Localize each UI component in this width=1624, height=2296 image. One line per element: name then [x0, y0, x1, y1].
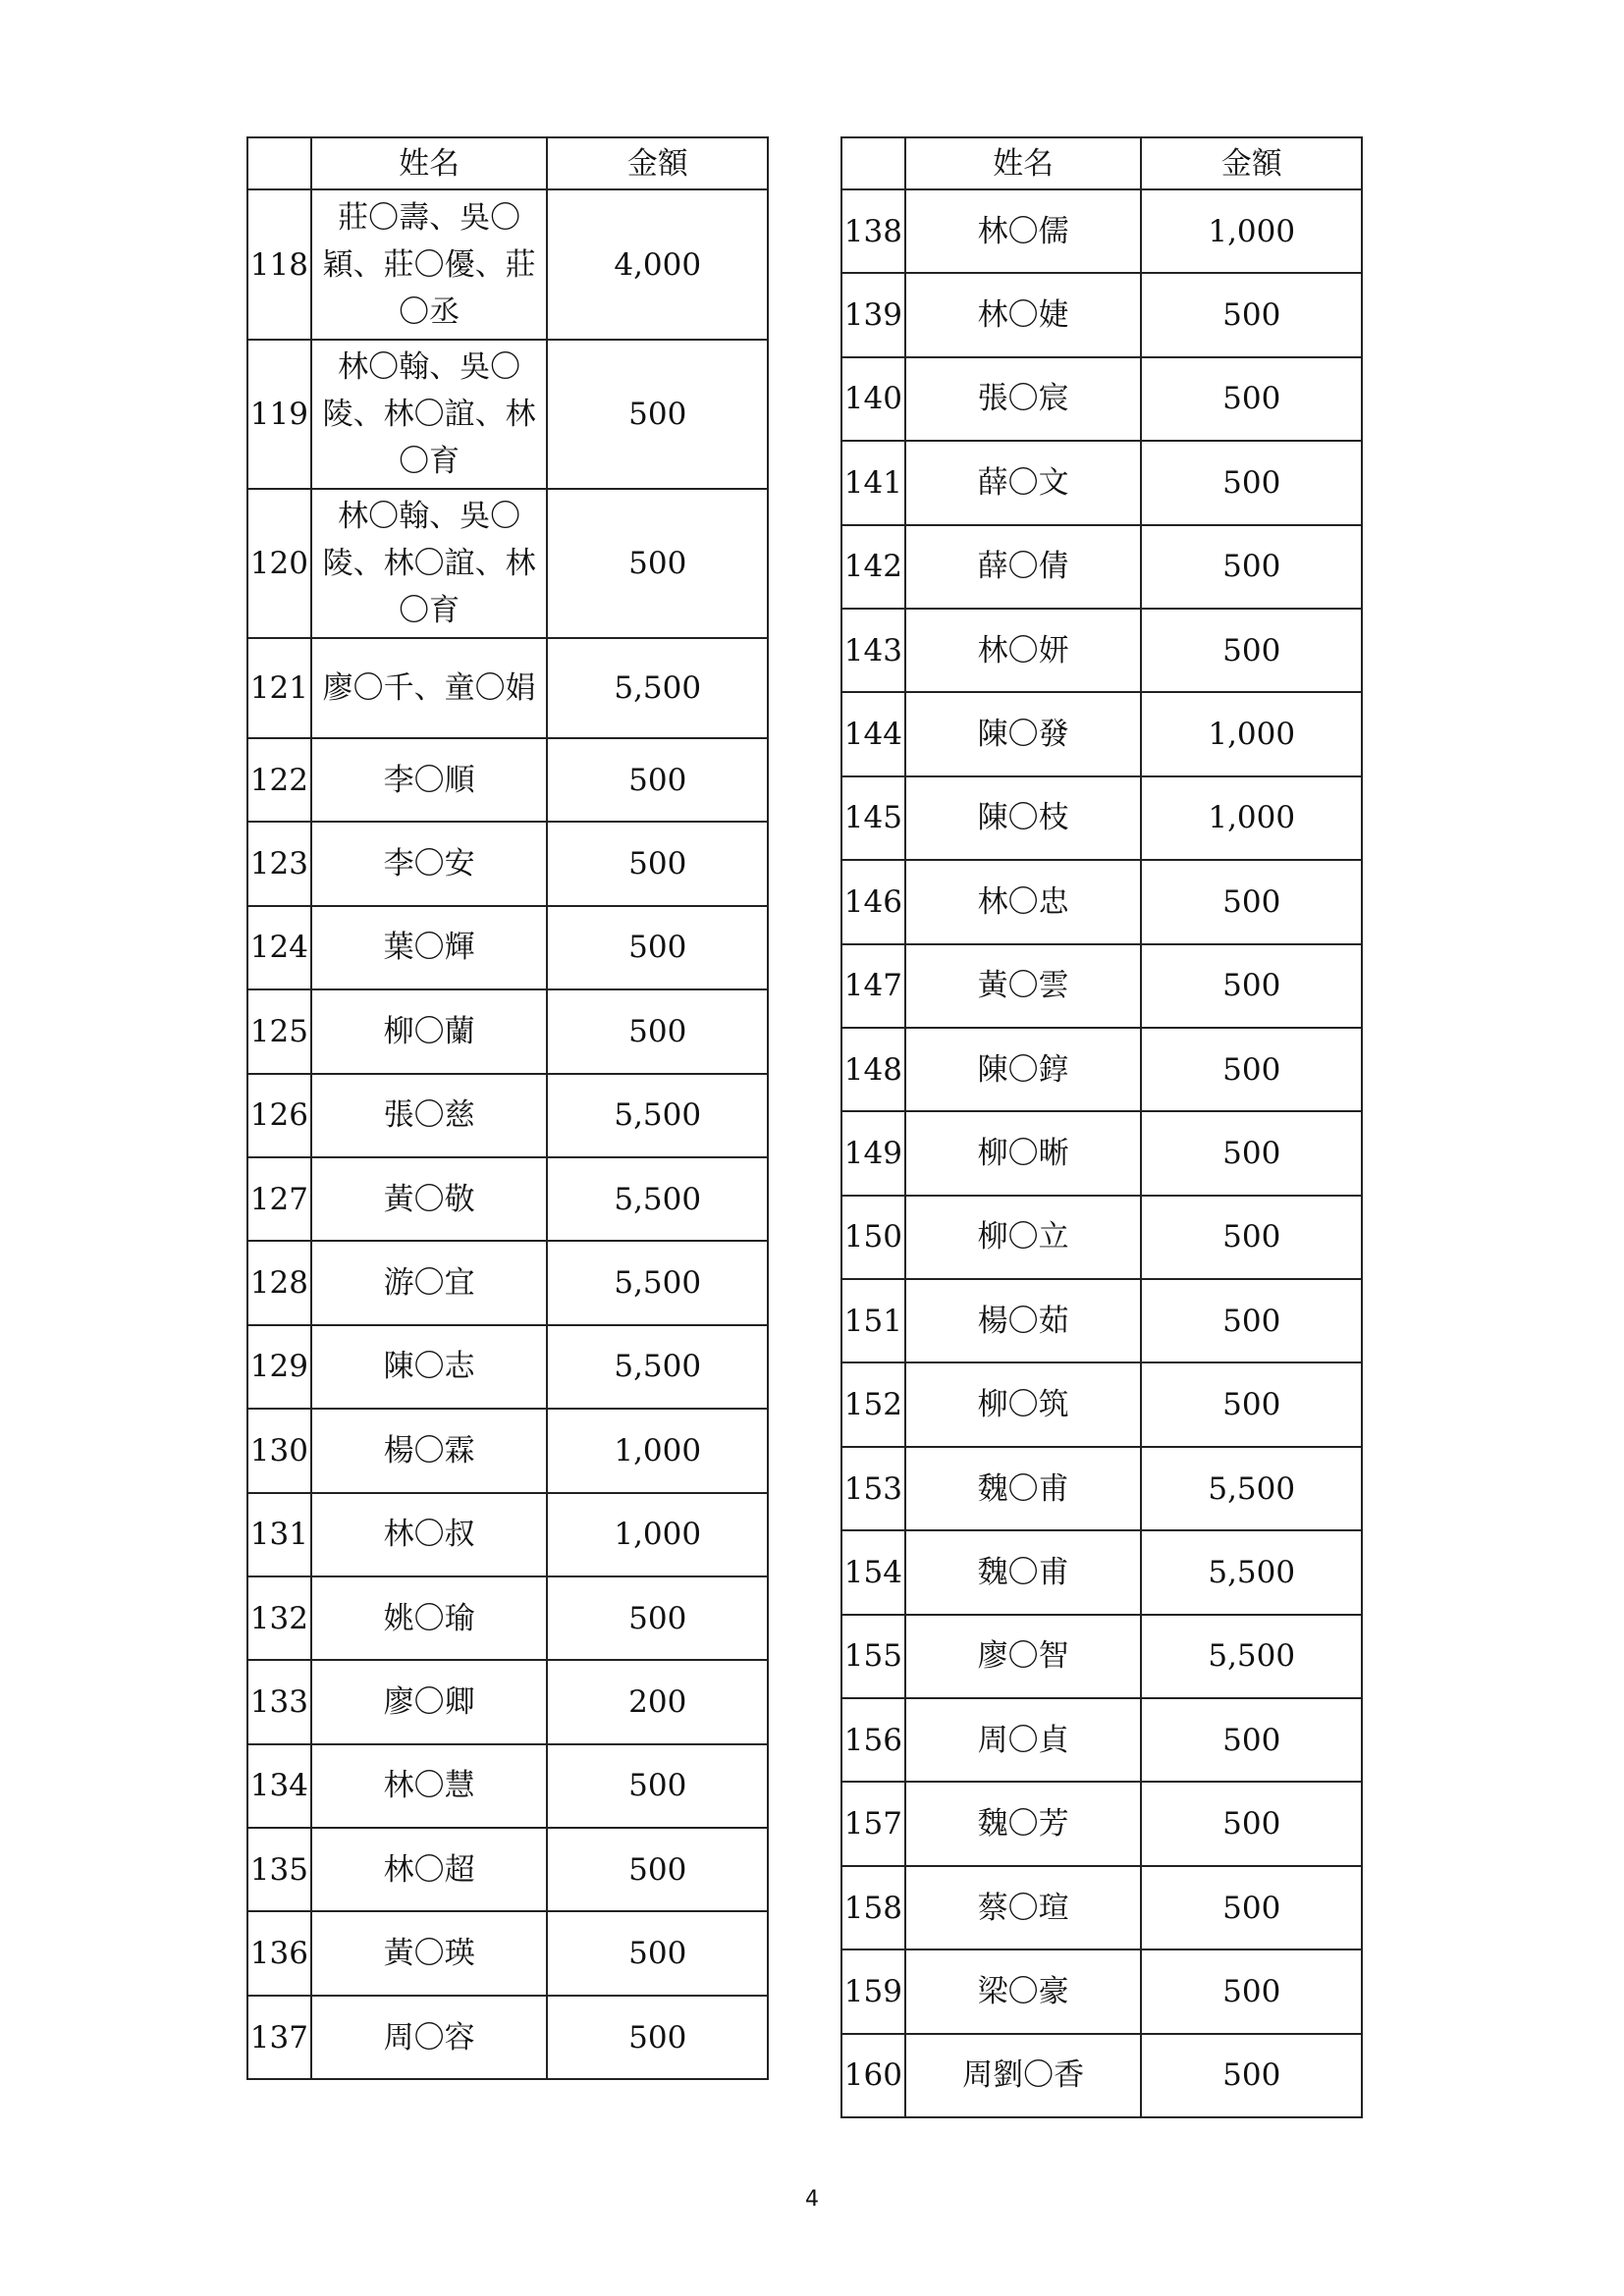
row-name: 陳〇志 — [311, 1325, 548, 1409]
row-number: 134 — [247, 1744, 311, 1828]
header-number — [247, 137, 311, 189]
table-row — [841, 1362, 1362, 1446]
row-number: 127 — [247, 1157, 311, 1241]
row-number: 156 — [841, 1698, 905, 1782]
table-body-left — [247, 189, 768, 2079]
row-amount: 500 — [1141, 1196, 1362, 1279]
table-row — [247, 1828, 768, 1911]
row-name: 莊〇壽、吳〇穎、莊〇優、莊〇丞 — [311, 189, 548, 340]
row-amount: 500 — [547, 489, 768, 638]
table-row — [841, 692, 1362, 775]
table-header-row — [841, 137, 1362, 189]
row-amount: 500 — [1141, 1111, 1362, 1195]
row-number: 143 — [841, 609, 905, 692]
table-row — [247, 489, 768, 638]
row-name: 林〇婕 — [905, 273, 1142, 356]
row-amount: 200 — [547, 1660, 768, 1743]
row-name: 廖〇智 — [905, 1615, 1142, 1698]
row-amount: 500 — [1141, 525, 1362, 609]
row-amount: 500 — [1141, 1028, 1362, 1111]
row-number: 146 — [841, 860, 905, 943]
table-row — [247, 1157, 768, 1241]
row-amount: 1,000 — [547, 1493, 768, 1576]
row-amount: 500 — [547, 906, 768, 989]
row-amount: 500 — [1141, 609, 1362, 692]
table-row — [247, 1996, 768, 2079]
row-number: 144 — [841, 692, 905, 775]
row-number: 145 — [841, 776, 905, 860]
table-row — [247, 1493, 768, 1576]
row-amount: 5,500 — [547, 1241, 768, 1324]
row-name: 柳〇立 — [905, 1196, 1142, 1279]
table-row — [841, 1279, 1362, 1362]
row-name: 周〇貞 — [905, 1698, 1142, 1782]
table-row — [841, 944, 1362, 1028]
table-row — [247, 822, 768, 905]
table-row — [247, 1911, 768, 1995]
table-row — [841, 860, 1362, 943]
row-name: 周〇容 — [311, 1996, 548, 2079]
row-amount: 500 — [547, 1576, 768, 1660]
row-name: 林〇妍 — [905, 609, 1142, 692]
row-amount: 5,500 — [547, 1157, 768, 1241]
row-name: 魏〇甫 — [905, 1530, 1142, 1614]
row-name: 林〇翰、吳〇陵、林〇誼、林〇育 — [311, 489, 548, 638]
row-name: 蔡〇瑄 — [905, 1866, 1142, 1949]
row-number: 125 — [247, 989, 311, 1073]
row-amount: 500 — [547, 1744, 768, 1828]
row-name: 廖〇千、童〇娟 — [311, 638, 548, 738]
row-number: 136 — [247, 1911, 311, 1995]
row-number: 133 — [247, 1660, 311, 1743]
row-name: 薛〇倩 — [905, 525, 1142, 609]
table-row — [841, 1028, 1362, 1111]
row-amount: 500 — [547, 1996, 768, 2079]
table-row — [247, 1241, 768, 1324]
row-number: 120 — [247, 489, 311, 638]
row-name: 楊〇霖 — [311, 1409, 548, 1492]
table-row — [841, 1866, 1362, 1949]
row-name: 柳〇筑 — [905, 1362, 1142, 1446]
table-row — [247, 340, 768, 489]
row-amount: 5,500 — [547, 1074, 768, 1157]
row-number: 129 — [247, 1325, 311, 1409]
row-number: 137 — [247, 1996, 311, 2079]
row-number: 160 — [841, 2034, 905, 2117]
row-number: 132 — [247, 1576, 311, 1660]
row-amount: 5,500 — [1141, 1530, 1362, 1614]
row-amount: 500 — [1141, 1279, 1362, 1362]
row-number: 153 — [841, 1447, 905, 1530]
row-name: 李〇安 — [311, 822, 548, 905]
row-name: 柳〇晰 — [905, 1111, 1142, 1195]
row-name: 游〇宜 — [311, 1241, 548, 1324]
header-number — [841, 137, 905, 189]
row-amount: 5,500 — [547, 638, 768, 738]
page-number: 4 — [805, 2187, 819, 2212]
row-number: 126 — [247, 1074, 311, 1157]
table-row — [247, 1074, 768, 1157]
table-row — [247, 189, 768, 340]
row-number: 121 — [247, 638, 311, 738]
table-row — [841, 2034, 1362, 2117]
row-amount: 500 — [1141, 357, 1362, 441]
row-amount: 500 — [547, 738, 768, 822]
row-amount: 500 — [1141, 1698, 1362, 1782]
row-number: 155 — [841, 1615, 905, 1698]
row-name: 林〇翰、吳〇陵、林〇誼、林〇育 — [311, 340, 548, 489]
row-name: 林〇儒 — [905, 189, 1142, 273]
row-number: 141 — [841, 441, 905, 524]
row-number: 131 — [247, 1493, 311, 1576]
row-name: 黃〇雲 — [905, 944, 1142, 1028]
row-number: 154 — [841, 1530, 905, 1614]
table-row — [841, 1615, 1362, 1698]
row-name: 林〇超 — [311, 1828, 548, 1911]
row-name: 陳〇枝 — [905, 776, 1142, 860]
row-amount: 500 — [1141, 1949, 1362, 2033]
table-row — [841, 1698, 1362, 1782]
table-row — [247, 1325, 768, 1409]
table-row — [247, 906, 768, 989]
table-header-row — [247, 137, 768, 189]
table-row — [841, 1196, 1362, 1279]
row-amount: 1,000 — [1141, 692, 1362, 775]
row-name: 張〇慈 — [311, 1074, 548, 1157]
table-row — [841, 1111, 1362, 1195]
row-name: 林〇慧 — [311, 1744, 548, 1828]
row-number: 157 — [841, 1782, 905, 1865]
row-amount: 500 — [1141, 1866, 1362, 1949]
table-row — [247, 1409, 768, 1492]
row-name: 柳〇蘭 — [311, 989, 548, 1073]
table-row — [247, 738, 768, 822]
row-number: 148 — [841, 1028, 905, 1111]
table-row — [247, 1576, 768, 1660]
table-row — [247, 989, 768, 1073]
row-number: 159 — [841, 1949, 905, 2033]
row-name: 林〇叔 — [311, 1493, 548, 1576]
row-amount: 500 — [1141, 1782, 1362, 1865]
row-amount: 500 — [1141, 2034, 1362, 2117]
row-amount: 500 — [547, 1911, 768, 1995]
header-name: 姓名 — [905, 137, 1142, 189]
row-number: 138 — [841, 189, 905, 273]
row-number: 147 — [841, 944, 905, 1028]
row-amount: 5,500 — [1141, 1615, 1362, 1698]
row-name: 黃〇瑛 — [311, 1911, 548, 1995]
row-amount: 1,000 — [1141, 189, 1362, 273]
table-row — [841, 357, 1362, 441]
row-number: 122 — [247, 738, 311, 822]
row-amount: 500 — [1141, 860, 1362, 943]
donation-table-left — [246, 136, 769, 2080]
header-amount: 金額 — [547, 137, 768, 189]
row-number: 139 — [841, 273, 905, 356]
table-row — [247, 1660, 768, 1743]
table-row — [247, 1744, 768, 1828]
table-row — [841, 1530, 1362, 1614]
row-name: 林〇忠 — [905, 860, 1142, 943]
row-amount: 500 — [1141, 441, 1362, 524]
row-amount: 500 — [547, 989, 768, 1073]
row-number: 128 — [247, 1241, 311, 1324]
row-number: 123 — [247, 822, 311, 905]
row-amount: 5,500 — [547, 1325, 768, 1409]
table-row — [841, 441, 1362, 524]
row-amount: 500 — [547, 1828, 768, 1911]
table-row — [841, 189, 1362, 273]
row-name: 陳〇發 — [905, 692, 1142, 775]
table-row — [841, 525, 1362, 609]
row-number: 152 — [841, 1362, 905, 1446]
table-row — [247, 638, 768, 738]
row-number: 140 — [841, 357, 905, 441]
row-name: 李〇順 — [311, 738, 548, 822]
row-name: 魏〇甫 — [905, 1447, 1142, 1530]
row-name: 張〇宸 — [905, 357, 1142, 441]
row-amount: 500 — [1141, 944, 1362, 1028]
header-name: 姓名 — [311, 137, 548, 189]
table-row — [841, 273, 1362, 356]
row-amount: 500 — [547, 822, 768, 905]
row-amount: 500 — [1141, 1362, 1362, 1446]
row-name: 楊〇茹 — [905, 1279, 1142, 1362]
row-number: 158 — [841, 1866, 905, 1949]
row-name: 姚〇瑜 — [311, 1576, 548, 1660]
row-number: 130 — [247, 1409, 311, 1492]
table-row — [841, 1782, 1362, 1865]
row-amount: 4,000 — [547, 189, 768, 340]
row-number: 151 — [841, 1279, 905, 1362]
row-name: 廖〇卿 — [311, 1660, 548, 1743]
row-number: 150 — [841, 1196, 905, 1279]
table-row — [841, 1949, 1362, 2033]
table-row — [841, 1447, 1362, 1530]
table-body-right — [841, 189, 1362, 2117]
header-amount: 金額 — [1141, 137, 1362, 189]
row-number: 124 — [247, 906, 311, 989]
donation-table-right — [840, 136, 1363, 2118]
row-amount: 500 — [1141, 273, 1362, 356]
row-name: 陳〇錞 — [905, 1028, 1142, 1111]
row-name: 周劉〇香 — [905, 2034, 1142, 2117]
row-number: 135 — [247, 1828, 311, 1911]
row-number: 142 — [841, 525, 905, 609]
row-name: 梁〇豪 — [905, 1949, 1142, 2033]
row-amount: 1,000 — [1141, 776, 1362, 860]
row-number: 118 — [247, 189, 311, 340]
row-number: 119 — [247, 340, 311, 489]
row-name: 葉〇輝 — [311, 906, 548, 989]
row-name: 魏〇芳 — [905, 1782, 1142, 1865]
table-row — [841, 776, 1362, 860]
row-number: 149 — [841, 1111, 905, 1195]
row-amount: 1,000 — [547, 1409, 768, 1492]
row-amount: 5,500 — [1141, 1447, 1362, 1530]
row-name: 薛〇文 — [905, 441, 1142, 524]
row-amount: 500 — [547, 340, 768, 489]
row-name: 黃〇敬 — [311, 1157, 548, 1241]
table-row — [841, 609, 1362, 692]
